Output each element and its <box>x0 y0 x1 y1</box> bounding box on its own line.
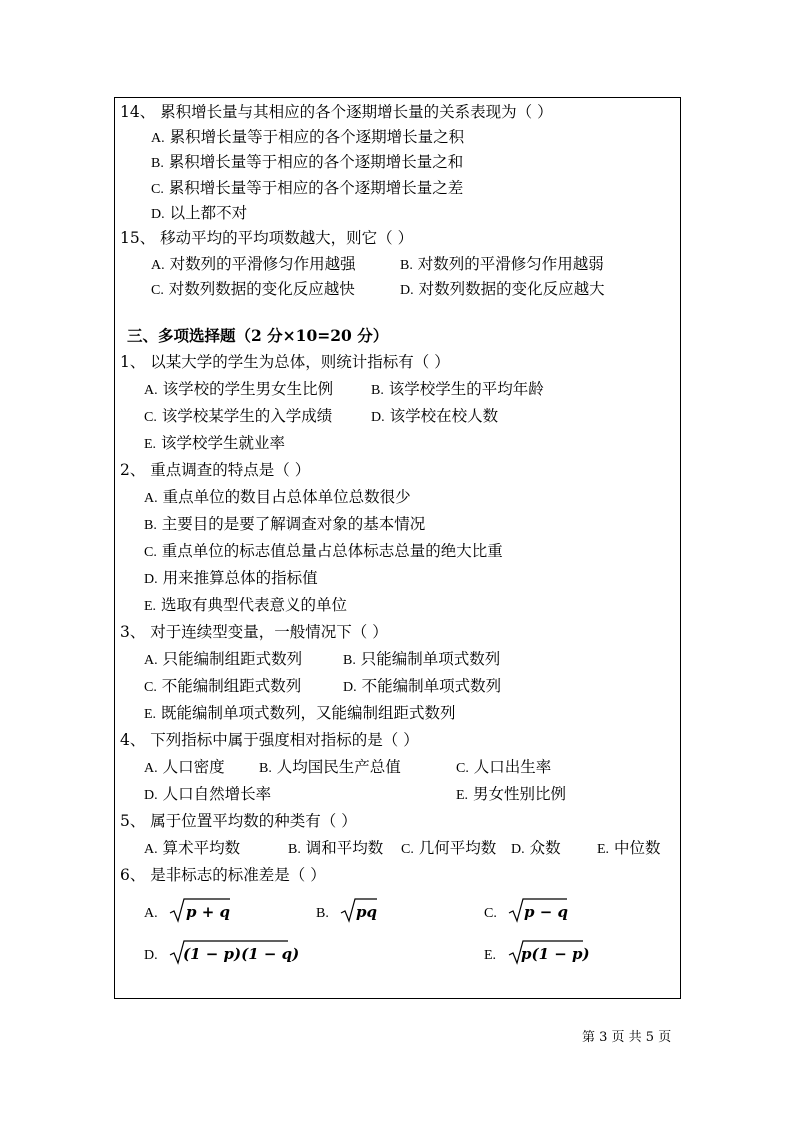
option-m2-d: D. 用来推算总体的指标值 <box>144 569 318 587</box>
option-m6-c: C. <box>484 906 497 921</box>
option-m2-c: C. 重点单位的标志值总量占总体标志总量的绝大比重 <box>144 542 503 560</box>
option-m6-b: B. <box>316 906 329 921</box>
formula-m6-d: (1 − p)(1 − q) <box>183 945 300 963</box>
option-m3-d: D. 不能编制单项式数列 <box>343 677 502 695</box>
option-14-d: D. 以上都不对 <box>151 204 248 222</box>
option-15-b: B. 对数列的平滑修匀作用越弱 <box>400 255 604 273</box>
option-15-c: C. 对数列数据的变化反应越快 <box>151 280 355 298</box>
option-m4-e: E. 男女性别比例 <box>456 785 567 803</box>
multi-question-1-stem: 1、 以某大学的学生为总体，则统计指标有（ ） <box>120 353 450 371</box>
option-m4-c: C. 人口出生率 <box>456 758 552 776</box>
multi-question-4-stem: 4、 下列指标中属于强度相对指标的是（ ） <box>120 731 419 749</box>
question-15-stem: 15、 移动平均的平均项数越大，则它（ ） <box>120 229 414 247</box>
option-m1-b: B. 该学校学生的平均年龄 <box>371 380 544 398</box>
option-m6-d: D. <box>144 948 158 963</box>
option-14-c: C. 累积增长量等于相应的各个逐期增长量之差 <box>151 179 464 197</box>
formula-m6-c: p − q <box>524 903 568 921</box>
option-m3-c: C. 不能编制组距式数列 <box>144 677 302 695</box>
option-m6-e: E. <box>484 948 497 963</box>
option-m4-a: A. 人口密度 <box>144 758 225 776</box>
option-15-d: D. 对数列数据的变化反应越大 <box>400 280 605 298</box>
option-m6-a: A. <box>144 906 158 921</box>
option-m4-b: B. 人均国民生产总值 <box>259 758 401 776</box>
option-14-b: B. 累积增长量等于相应的各个逐期增长量之和 <box>151 153 464 171</box>
option-m5-e: E. 中位数 <box>597 839 661 857</box>
option-15-a: A. 对数列的平滑修匀作用越强 <box>151 255 356 273</box>
option-m4-d: D. 人口自然增长率 <box>144 785 272 803</box>
option-m5-a: A. 算术平均数 <box>144 839 241 857</box>
option-14-a: A. 累积增长量等于相应的各个逐期增长量之积 <box>151 128 465 146</box>
option-m5-d: D. 众数 <box>511 839 561 857</box>
formula-m6-e: p(1 − p) <box>521 945 590 963</box>
multi-question-5-stem: 5、 属于位置平均数的种类有（ ） <box>120 812 357 830</box>
option-m1-d: D. 该学校在校人数 <box>371 407 499 425</box>
section-title-multiple-choice: 三、多项选择题（2 分×10=20 分） <box>127 326 389 345</box>
formula-m6-b: pq <box>356 903 377 921</box>
option-m5-b: B. 调和平均数 <box>288 839 384 857</box>
page-number: 第 3 页 共 5 页 <box>582 1030 672 1045</box>
option-m1-e: E. 该学校学生就业率 <box>144 434 286 452</box>
multi-question-6-stem: 6、 是非标志的标准差是（ ） <box>120 866 326 884</box>
option-m3-e: E. 既能编制单项式数列，又能编制组距式数列 <box>144 704 456 722</box>
question-14-stem: 14、 累积增长量与其相应的各个逐期增长量的关系表现为（ ） <box>120 103 553 121</box>
multi-question-2-stem: 2、 重点调查的特点是（ ） <box>120 461 311 479</box>
option-m3-b: B. 只能编制单项式数列 <box>343 650 501 668</box>
option-m2-a: A. 重点单位的数目占总体单位总数很少 <box>144 488 411 506</box>
option-m2-e: E. 选取有典型代表意义的单位 <box>144 596 348 614</box>
option-m1-c: C. 该学校某学生的入学成绩 <box>144 407 333 425</box>
formula-m6-a: p + q <box>186 903 230 921</box>
option-m5-c: C. 几何平均数 <box>401 839 497 857</box>
multi-question-3-stem: 3、 对于连续型变量，一般情况下（ ） <box>120 623 388 641</box>
option-m3-a: A. 只能编制组距式数列 <box>144 650 303 668</box>
option-m1-a: A. 该学校的学生男女生比例 <box>144 380 334 398</box>
option-m2-b: B. 主要目的是要了解调查对象的基本情况 <box>144 515 426 533</box>
